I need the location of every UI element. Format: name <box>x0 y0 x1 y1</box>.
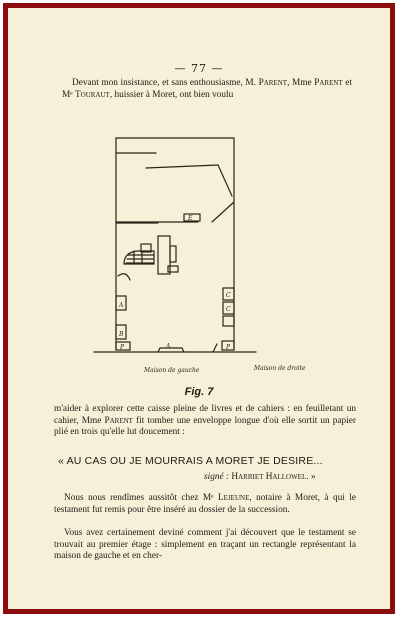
plan-staircase <box>124 251 154 264</box>
plan-wall <box>218 165 232 196</box>
plan-cabinet <box>223 316 234 326</box>
text-segment: Nous nous rendîmes aussitôt chez Mᵉ <box>64 493 218 503</box>
label-maison-gauche: Maison de gauche <box>144 367 200 374</box>
page-number: — 77 — <box>174 62 224 75</box>
signature-label: signé : <box>204 472 232 482</box>
figure-caption: Fig. 7 <box>184 386 214 398</box>
name-parent: Parent <box>104 415 133 426</box>
name-touraut: Touraut <box>74 89 110 100</box>
signature-line <box>204 472 364 482</box>
name-lejeune: Lejeune <box>218 493 250 503</box>
plan-arc <box>118 274 130 280</box>
text-segment: , huissier à Moret, ont bien voulu <box>109 89 234 100</box>
plan-letter: E <box>188 215 193 222</box>
signature-name: Harriet Hallowel <box>231 472 307 482</box>
plan-furniture <box>170 246 176 262</box>
plan-letter: A <box>119 302 124 309</box>
paragraph-conclusion: Vous avez certainement deviné comment j'ai découvert que le testament se trouvait au premier étage : simplement en traçant un rectangle représentant la maison de gauche et en cher- <box>54 528 356 562</box>
name-parent: Parent <box>258 78 288 88</box>
text-segment: fit tomber une enveloppe longue d'où elle sortit un papier plié en trois qu'elle lut doucement : <box>54 415 356 438</box>
plan-wall <box>146 165 218 168</box>
text-segment: m'aider à explorer cette caisse pleine de livres et de cahiers : en feuilletant un cahier, Mme <box>54 404 356 426</box>
plan-letter: P <box>120 344 125 351</box>
text-segment: et Mᵉ <box>62 78 352 100</box>
plan-letter: P <box>226 344 231 351</box>
text-segment: Devant mon insistance, et sans enthousiasme, M. <box>72 78 259 88</box>
plan-letter: A <box>166 343 171 350</box>
book-page <box>8 8 390 609</box>
text-segment: . » <box>306 472 316 482</box>
plan-wall <box>212 202 234 222</box>
plan-letters <box>118 215 306 374</box>
plan-letter: B <box>119 331 124 338</box>
paragraph-caisse <box>54 404 356 439</box>
plan-letter: C <box>226 306 231 313</box>
floor-plan-drawing <box>8 8 390 408</box>
text-segment: , Mme <box>287 78 315 88</box>
testament-quote: « AU CAS OU JE MOURRAIS A MORET JE DESIRE... <box>58 455 323 467</box>
plan-letter: C <box>226 292 231 299</box>
text-segment: , notaire à Moret, à qui le testament fut remis pour être inséré au dossier de la succession. <box>54 493 356 515</box>
name-parent: Parent <box>314 78 343 88</box>
plan-door <box>213 344 217 352</box>
label-maison-droite: Maison de droite <box>254 365 306 372</box>
paragraph-notaire <box>54 493 356 516</box>
